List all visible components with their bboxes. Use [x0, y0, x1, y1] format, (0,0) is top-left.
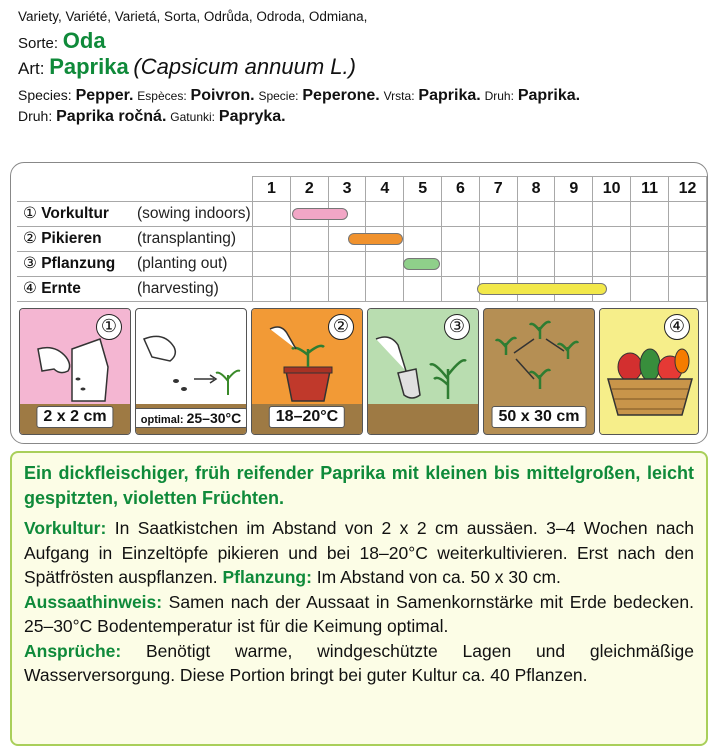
month-cell	[593, 202, 631, 227]
step-number: ④	[664, 314, 690, 340]
month-cell	[555, 227, 593, 252]
month-8: 8	[517, 177, 555, 202]
month-cell	[442, 252, 480, 277]
activity-row	[17, 252, 707, 277]
month-cell	[631, 252, 669, 277]
species-block	[18, 84, 708, 128]
species-line-2	[18, 105, 708, 128]
temperature-tag	[135, 408, 247, 428]
month-cell	[404, 227, 442, 252]
ansprueche-text: Benötigt warme, windgeschützte Lagen und gleichmäßige Wasserversorgung. Diese Portion bringt bei guter Kultur ca. 40 Pflanzen.	[24, 640, 694, 685]
art-value: Paprika	[49, 54, 129, 79]
activity-period-bar	[403, 258, 440, 270]
month-4: 4	[366, 177, 404, 202]
activity-period-bar	[477, 283, 607, 295]
month-cell	[253, 277, 291, 302]
month-cell	[631, 277, 669, 302]
species-label-hr: Vrsta:	[383, 89, 415, 103]
month-1: 1	[253, 177, 291, 202]
variety-description: Ein dickfleischiger, früh reifender Paprika mit kleinen bis mittelgroßen, leicht gespitzten, violetten Früchten.	[24, 463, 694, 508]
month-9: 9	[555, 177, 593, 202]
species-value-en: Pepper.	[75, 87, 134, 104]
sorte-row	[18, 28, 708, 54]
month-cell	[366, 202, 404, 227]
art-row	[18, 54, 708, 80]
month-cell	[404, 202, 442, 227]
month-cell	[442, 202, 480, 227]
species-label-sk: Druh:	[18, 108, 53, 124]
spacing-tag: 2 x 2 cm	[36, 406, 113, 428]
activity-translation: (sowing indoors)	[137, 205, 251, 222]
temperature-value: 25–30°C	[186, 410, 242, 426]
pictogram-harvest	[599, 308, 699, 435]
activity-number: ①	[23, 205, 37, 222]
month-cell	[253, 202, 291, 227]
species-value-sk: Paprika ročná.	[56, 108, 167, 125]
activity-translation: (transplanting)	[137, 230, 237, 247]
instructions	[24, 516, 694, 688]
sorte-value: Oda	[62, 28, 106, 53]
month-6: 6	[442, 177, 480, 202]
month-cell	[593, 227, 631, 252]
month-cell	[631, 202, 669, 227]
month-cell	[555, 252, 593, 277]
species-value-pl: Papryka.	[218, 108, 286, 125]
month-cell	[668, 277, 706, 302]
vorkultur-text: In Saatkistchen im Abstand von 2 x 2 cm aussäen. 3–4 Wochen nach Aufgang in Einzeltöpfe pikieren und bei 18–20°C weiterkultivieren. Erst nach den Spätfrösten auspflanzen.	[24, 518, 694, 587]
species-label-cz: Druh:	[484, 89, 514, 103]
month-cell	[366, 252, 404, 277]
month-cell	[404, 277, 442, 302]
description-box	[10, 451, 708, 746]
activity-period-bar	[348, 233, 404, 245]
species-value-fr: Poivron.	[190, 87, 255, 104]
month-cell	[555, 202, 593, 227]
species-value-hr: Paprika.	[418, 87, 481, 104]
activity-name: Pikieren	[41, 230, 102, 247]
month-cell	[290, 277, 328, 302]
species-label-it: Specie:	[258, 89, 299, 103]
activity-number: ④	[23, 280, 37, 297]
activity-translation: (planting out)	[137, 255, 228, 272]
month-11: 11	[631, 177, 669, 202]
month-cell	[479, 227, 517, 252]
activity-label-cell	[17, 227, 253, 252]
activity-label-cell	[17, 202, 253, 227]
month-cell	[442, 227, 480, 252]
temperature-tag: 18–20°C	[269, 406, 345, 428]
activity-number: ②	[23, 230, 37, 247]
sowing-calendar	[10, 162, 708, 444]
activity-name: Pflanzung	[41, 255, 116, 272]
latin-name: (Capsicum annuum L.)	[133, 54, 356, 79]
month-cell	[668, 202, 706, 227]
month-header-row	[17, 177, 707, 202]
month-12: 12	[668, 177, 706, 202]
month-cell	[328, 252, 366, 277]
month-cell	[328, 277, 366, 302]
variety-line: Variety, Variété, Varietá, Sorta, Odrůda, Odroda, Odmiana,	[18, 9, 368, 24]
pflanzung-label: Pflanzung:	[222, 567, 312, 587]
month-cell	[517, 202, 555, 227]
month-3: 3	[328, 177, 366, 202]
activity-row	[17, 227, 707, 252]
calendar-corner	[17, 177, 253, 202]
aussaat-text: Samen nach der Aussaat in Samenkornstärke mit Erde bedecken. 25–30°C Bodentemperatur ist für die Keimung optimal.	[24, 591, 694, 636]
month-cell	[290, 227, 328, 252]
month-7: 7	[479, 177, 517, 202]
pictogram-germination	[135, 308, 247, 435]
calendar-grid	[17, 176, 707, 302]
month-cell	[517, 252, 555, 277]
activity-row	[17, 277, 707, 302]
species-value-cz: Paprika.	[517, 87, 581, 104]
species-value-it: Peperone.	[302, 87, 380, 104]
month-cell	[290, 252, 328, 277]
pflanzung-text: Im Abstand von ca. 50 x 30 cm.	[311, 567, 561, 587]
header	[18, 8, 708, 128]
month-cell	[253, 252, 291, 277]
pictogram-sowing	[19, 308, 131, 435]
month-cell	[253, 227, 291, 252]
activity-row	[17, 202, 707, 227]
activity-name: Ernte	[41, 280, 81, 297]
pictogram-transplant	[251, 308, 363, 435]
ansprueche-label: Ansprüche:	[24, 640, 122, 661]
pictogram-planting	[367, 308, 479, 435]
month-2: 2	[290, 177, 328, 202]
month-cell	[631, 227, 669, 252]
month-cell	[668, 227, 706, 252]
month-cell	[442, 277, 480, 302]
species-line-1	[18, 84, 708, 107]
step-number: ②	[328, 314, 354, 340]
vorkultur-label: Vorkultur:	[24, 518, 107, 538]
soil-strip	[368, 404, 478, 434]
month-10: 10	[593, 177, 631, 202]
temperature-prefix: optimal:	[140, 414, 184, 426]
species-label-pl: Gatunki:	[170, 110, 215, 124]
species-label-en: Species:	[18, 87, 72, 103]
step-number: ③	[444, 314, 470, 340]
pictogram-spacing	[483, 308, 595, 435]
step-number: ①	[96, 314, 122, 340]
month-5: 5	[404, 177, 442, 202]
activity-label-cell	[17, 277, 253, 302]
activity-period-bar	[292, 208, 348, 220]
month-cell	[517, 227, 555, 252]
month-cell	[366, 277, 404, 302]
month-cell	[668, 252, 706, 277]
art-label: Art:	[18, 59, 45, 78]
activity-label-cell	[17, 252, 253, 277]
species-label-fr: Espèces:	[137, 89, 187, 103]
activity-name: Vorkultur	[41, 205, 109, 222]
sorte-label: Sorte:	[18, 35, 59, 52]
month-cell	[479, 202, 517, 227]
aussaat-label: Aussaathinweis:	[24, 591, 163, 612]
month-cell	[479, 252, 517, 277]
activity-number: ③	[23, 255, 37, 272]
month-cell	[593, 252, 631, 277]
activity-translation: (harvesting)	[137, 280, 219, 297]
spacing-tag: 50 x 30 cm	[492, 406, 587, 428]
